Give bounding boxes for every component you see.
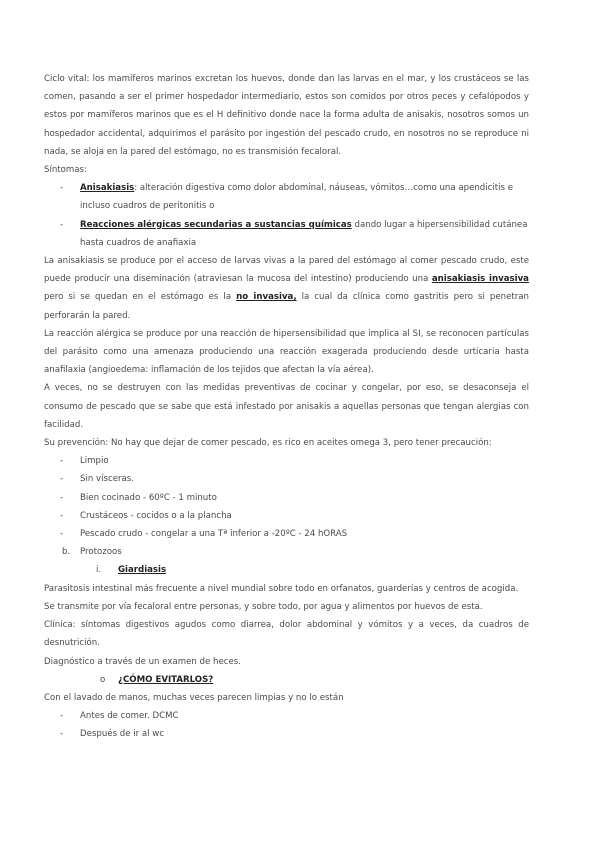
list-item-text: Pescado crudo - congelar a una Tª inferior a -20ºC - 24 hORAS bbox=[80, 529, 348, 540]
giardia-paragraph-4: Diagnóstico a través de un examen de heces. bbox=[44, 656, 241, 667]
list-item bbox=[44, 470, 529, 488]
circle-bullet: o bbox=[100, 674, 106, 685]
evitarlos-label: ¿CÓMO EVITARLOS? bbox=[118, 674, 214, 685]
dash-bullet: - bbox=[60, 529, 64, 540]
symptom-item-2 bbox=[44, 216, 529, 252]
non-invasive-term: no invasiva, bbox=[236, 292, 297, 303]
prevention-intro: Su prevención: No hay que dejar de comer pescado, es rico en aceites omega 3, pero tener precaución: bbox=[44, 438, 492, 449]
dash-bullet: - bbox=[60, 492, 64, 503]
list-item bbox=[44, 507, 529, 525]
list-item-text: Después de ir al wc bbox=[80, 729, 165, 740]
section-b-heading bbox=[44, 543, 529, 561]
giardia-paragraph-2: Se transmite por vía fecaloral entre personas, y sobre todo, por agua y alimentos por huevos de esta. bbox=[44, 601, 483, 612]
prevention-list bbox=[44, 452, 529, 543]
dash-bullet: - bbox=[60, 510, 64, 521]
evitarlos-heading bbox=[44, 671, 529, 689]
subsection-marker: i. bbox=[96, 565, 102, 576]
allergic-reaction-paragraph: La reacción alérgica se produce por una reacción de hipersensibilidad que implica al SI, se reconocen partículas del parásito como una amenaza produciendo una reacción exagerada produciendo desde urticaria hasta anafilaxia (angioedema: inflamación de los tejidos que afectan la vía aérea). bbox=[44, 328, 529, 376]
list-item bbox=[44, 489, 529, 507]
list-item-text: Limpio bbox=[80, 456, 109, 467]
invasive-term: anisakiasis invasiva bbox=[431, 274, 529, 285]
text-run: la cual da clínica como gastritis pero si penetran perforarán la pared. bbox=[44, 292, 529, 321]
list-item-text: Crustáceos - cocidos o a la plancha bbox=[80, 510, 232, 521]
text-run: pero si se quedan en el estómago es la bbox=[44, 292, 237, 303]
section-marker: b. bbox=[62, 547, 71, 558]
list-item bbox=[44, 452, 529, 470]
subsection-label: Giardiasis bbox=[118, 565, 167, 576]
section-label: Protozoos bbox=[80, 547, 122, 558]
giardia-paragraph-1: Parasitosis intestinal más frecuente a nivel mundial sobre todo en orfanatos, guarderías y centros de acogida. bbox=[44, 583, 519, 594]
giardia-paragraph-3: Clínica: síntomas digestivos agudos como diarrea, dolor abdominal y vómitos y a veces, da cuadros de desnutrición. bbox=[44, 620, 529, 649]
prevention-warning-paragraph: A veces, no se destruyen con las medidas preventivas de cocinar y congelar, por eso, se desaconseja el consumo de pescado que se sabe que está infestado por anisakis a aquellas personas que tengan alergias con facilidad. bbox=[44, 383, 529, 430]
list-item-text: Antes de comer. DCMC bbox=[80, 711, 179, 722]
handwashing-paragraph: Con el lavado de manos, muchas veces parecen limpias y no lo están bbox=[44, 692, 344, 703]
dash-bullet: - bbox=[60, 219, 64, 230]
symptoms-label: Síntomas: bbox=[44, 165, 87, 176]
list-item-text: Bien cocinado - 60ºC - 1 minuto bbox=[80, 492, 217, 503]
list-item bbox=[44, 725, 529, 743]
symptom-term: Reacciones alérgicas secundarias a sustancias químicas bbox=[80, 219, 352, 230]
anisakiasis-paragraph bbox=[44, 252, 529, 325]
list-item bbox=[44, 525, 529, 543]
dash-bullet: - bbox=[60, 183, 64, 194]
symptom-term: Anisakiasis bbox=[80, 183, 135, 194]
symptom-text: dando lugar a hipersensibilidad cutánea hasta cuadros de anafiaxia bbox=[80, 219, 528, 248]
text-run: La anisakiasis se produce por el acceso de larvas vivas a la pared del estómago al comer pescado crudo, este puede producir una diseminación (atraviesan la mucosa del intestino) produciendo una bbox=[44, 256, 529, 285]
dash-bullet: - bbox=[60, 456, 64, 467]
subsection-i-heading bbox=[44, 561, 529, 579]
symptom-text: : alteración digestiva como dolor abdominal, náuseas, vómitos…como una apendicitis e incluso cuadros de peritonitis o bbox=[80, 183, 514, 212]
life-cycle-paragraph: Ciclo vital: los mamíferos marinos excretan los huevos, donde dan las larvas en el mar, y los crustáceos se las comen, pasando a ser el primer hospedador intermediario, estos son comidos por otros peces y cefalópodos y estos por mamíferos marinos que es el H definitivo donde nace la forma adulta de anisakis, nosotros somos un hospedador accidental, adquirimos el parásito por ingestión del pescado crudo, en nosotros no se reproduce ni nada, se aloja en la pared del estómago, no es transmisión fecaloral. bbox=[44, 74, 529, 157]
dash-bullet: - bbox=[60, 711, 64, 722]
dash-bullet: - bbox=[60, 474, 64, 485]
list-item-text: Sin vísceras. bbox=[80, 474, 134, 485]
document-page bbox=[44, 70, 529, 744]
symptom-item-1 bbox=[44, 179, 529, 215]
list-item bbox=[44, 707, 529, 725]
dash-bullet: - bbox=[60, 729, 64, 740]
